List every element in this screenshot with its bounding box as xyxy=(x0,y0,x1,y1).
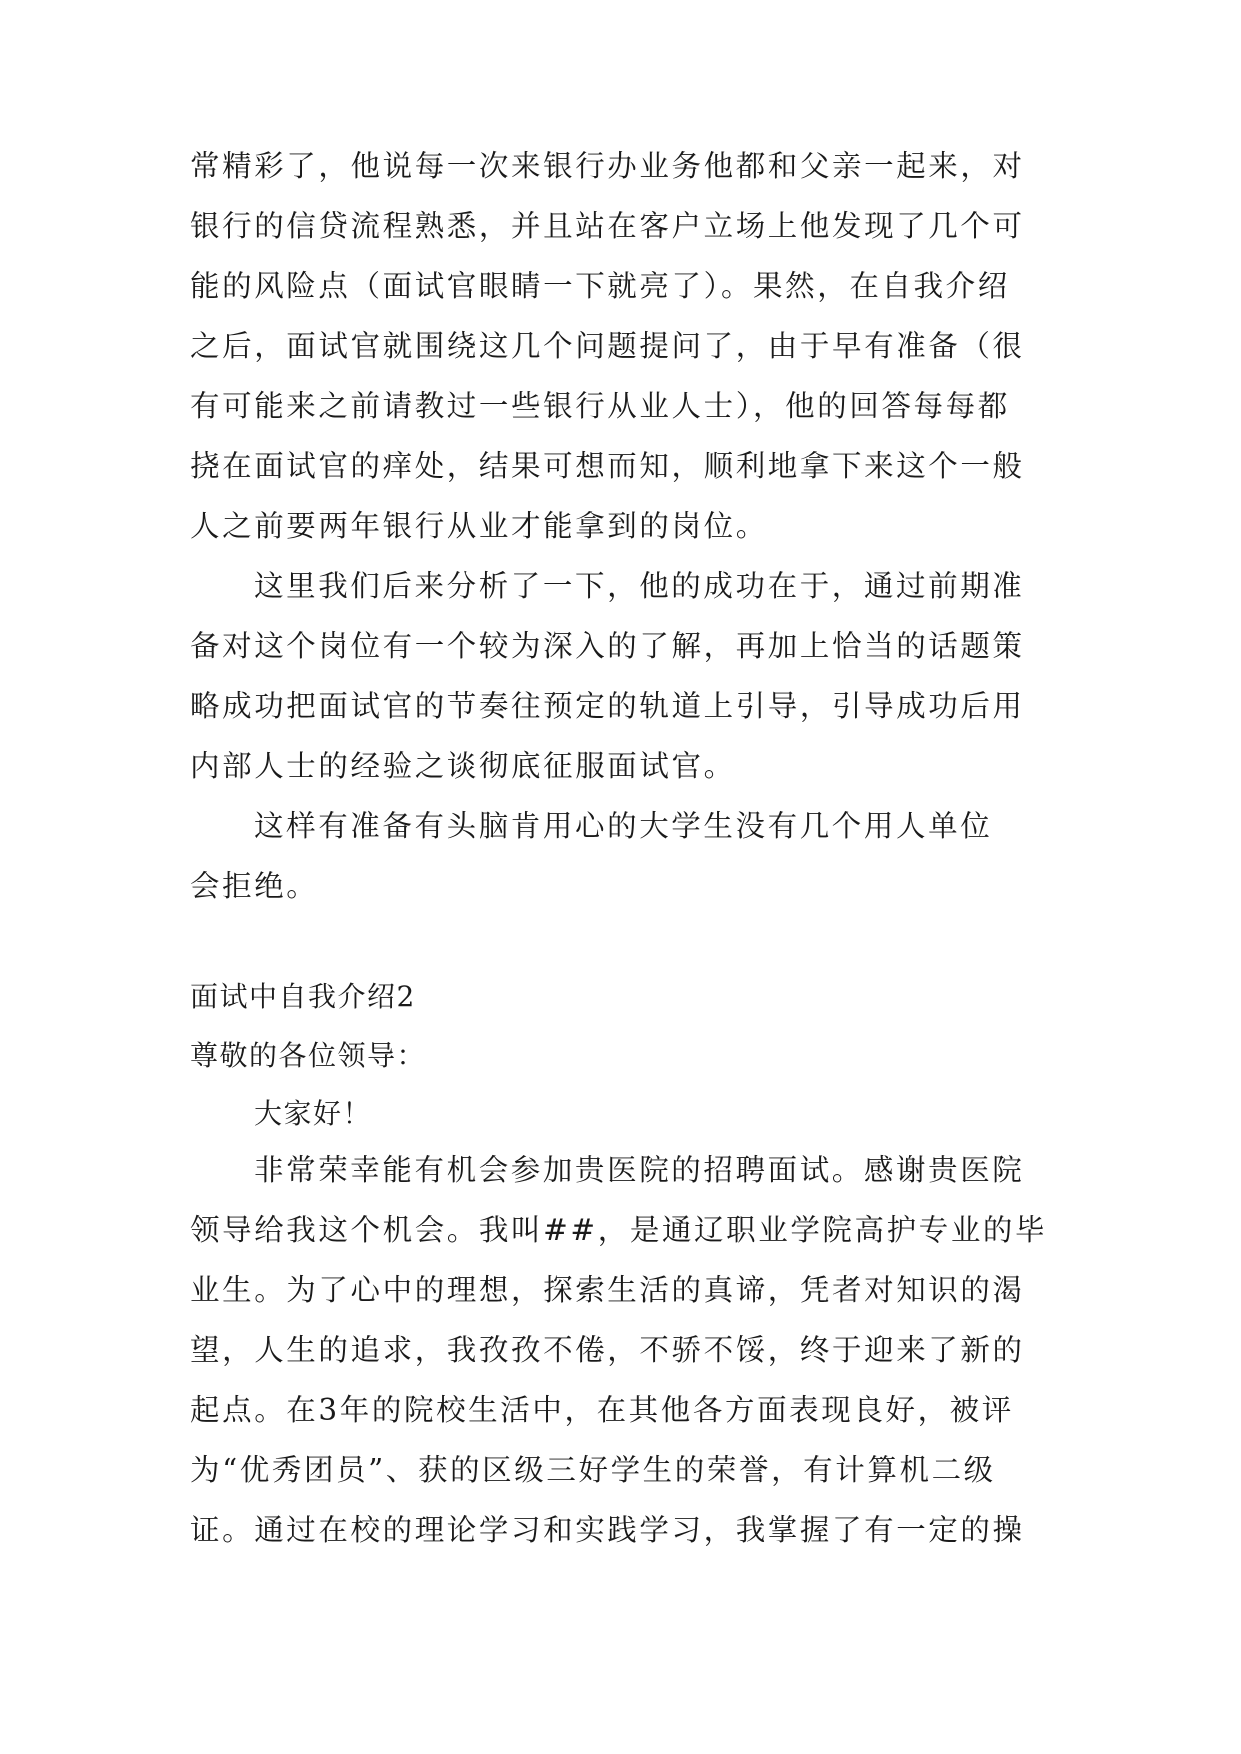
paragraph-line: 内部人士的经验之谈彻底征服面试官。 xyxy=(190,749,736,783)
paragraph-line: 人之前要两年银行从业才能拿到的岗位。 xyxy=(190,509,768,543)
paragraph-line: 会拒绝。 xyxy=(190,869,319,903)
paragraph-line: 领导给我这个机会。我叫##，是通辽职业学院高护专业的毕 xyxy=(190,1213,1048,1247)
paragraph-line: 常精彩了，他说每一次来银行办业务他都和父亲一起来，对 xyxy=(190,149,1025,183)
paragraph-line: 业生。为了心中的理想，探索生活的真谛，凭者对知识的渴 xyxy=(190,1273,1025,1307)
paragraph-line: 这里我们后来分析了一下，他的成功在于，通过前期准 xyxy=(254,569,1025,603)
salutation: 尊敬的各位领导： xyxy=(190,1039,427,1072)
paragraph-line: 非常荣幸能有机会参加贵医院的招聘面试。感谢贵医院 xyxy=(254,1153,1025,1187)
paragraph-line: 证。通过在校的理论学习和实践学习，我掌握了有一定的操 xyxy=(190,1513,1025,1547)
paragraph-line: 这样有准备有头脑肯用心的大学生没有几个用人单位 xyxy=(254,809,993,843)
paragraph-line: 之后，面试官就围绕这几个问题提问了，由于早有准备（很 xyxy=(190,329,1025,363)
paragraph-line: 望，人生的追求，我孜孜不倦，不骄不馁，终于迎来了新的 xyxy=(190,1333,1025,1367)
paragraph-line: 备对这个岗位有一个较为深入的了解，再加上恰当的话题策 xyxy=(190,629,1025,663)
paragraph-line: 略成功把面试官的节奏往预定的轨道上引导，引导成功后用 xyxy=(190,689,1025,723)
paragraph-line: 银行的信贷流程熟悉，并且站在客户立场上他发现了几个可 xyxy=(190,209,1025,243)
paragraph-line: 起点。在3年的院校生活中，在其他各方面表现良好，被评 xyxy=(190,1393,1014,1427)
greeting: 大家好！ xyxy=(254,1097,373,1130)
paragraph-line: 能的风险点（面试官眼睛一下就亮了）。果然，在自我介绍 xyxy=(190,269,1010,303)
paragraph-line: 有可能来之前请教过一些银行从业人士），他的回答每每都 xyxy=(190,389,1010,423)
section-title: 面试中自我介绍2 xyxy=(190,980,416,1013)
paragraph-line: 挠在面试官的痒处，结果可想而知，顺利地拿下来这个一般 xyxy=(190,449,1025,483)
paragraph-line: 为“优秀团员”、获的区级三好学生的荣誉，有计算机二级 xyxy=(190,1453,996,1487)
